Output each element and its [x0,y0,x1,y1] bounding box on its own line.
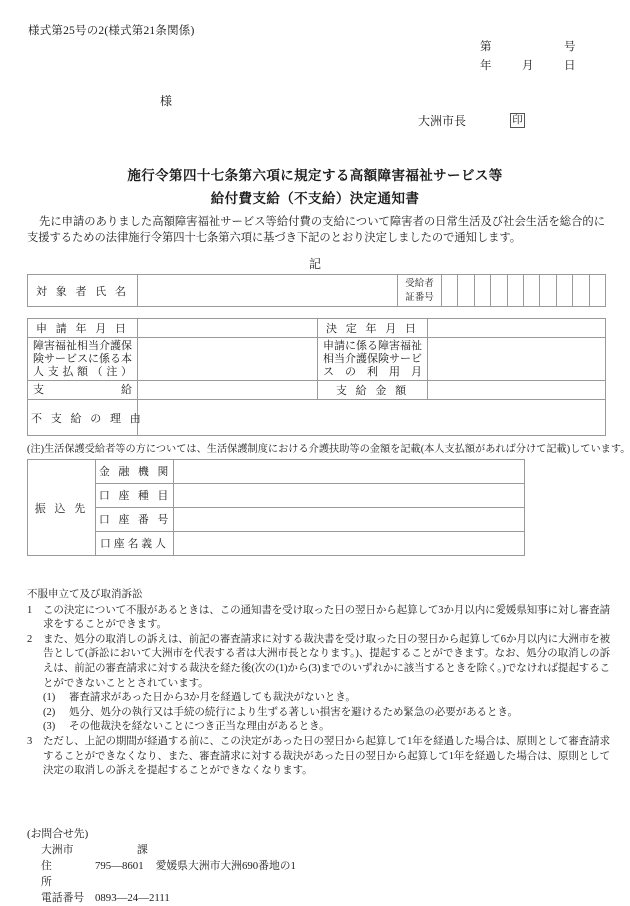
appeal-item-number: 3 [27,735,33,747]
date-month-label: 月 [522,60,534,72]
receipt-number-label [398,275,442,307]
table-row [28,381,606,400]
appeal-item-number: 1 [27,604,33,616]
document-number-block [480,38,610,76]
target-name-label: 対 象 者 氏 名 [28,275,138,307]
receipt-number-cell[interactable] [458,275,474,307]
contact-address-line [27,858,296,890]
non-payment-reason-label: 不 支 給 の 理 由 [28,400,138,436]
table-row [28,275,606,307]
application-date-value[interactable] [138,319,318,338]
document-number-blank [522,38,564,57]
contact-city: 大洲市 [41,844,74,856]
document-number-unit: 号 [564,41,576,53]
contact-section [27,826,296,906]
table-row [28,460,525,484]
appeal-sub-item-number: (2) [43,706,56,718]
non-payment-reason-value[interactable] [138,400,606,436]
account-type-value[interactable] [174,484,525,508]
contact-department-line [27,842,296,858]
addressee-suffix: 様 [160,94,173,108]
decision-detail-table [27,318,606,436]
contact-tel: 0893—24—2111 [95,892,170,904]
table-row [28,484,525,508]
receipt-number-cell[interactable] [507,275,523,307]
payment-value[interactable] [138,381,318,400]
appeal-sub-item-number: (3) [43,721,56,733]
receipt-number-label-line2: 証番号 [405,292,434,303]
receipt-number-cell[interactable] [442,275,458,307]
account-number-value[interactable] [174,508,525,532]
appeal-sub-item-text: 審査請求があった日から3か月を経過しても裁決がないとき。 [69,692,356,704]
date-day-label: 日 [564,60,576,72]
receipt-number-cell[interactable] [556,275,572,307]
appeal-item-text: また、処分の取消しの訴えは、前記の審査請求に対する裁決書を受け取った日の翌日から起算して6か月以内に大洲市を被告として(訴訟において大洲市を代表する者は大洲市長となります。)、提起することができます。なお、処分の取消しの訴えは、前記の審査請求に対する裁決を経た後(次の(1)から(3)までのいずれかに該当するときを除く。)でなければ提起することができないこととされています。 [43,633,610,689]
appeal-sub-item [27,691,610,706]
bank-transfer-label: 振 込 先 [28,460,96,556]
footnote: (注)生活保護受給者等の方については、生活保護制度における介護扶助等の金額を記載(本人支払額があれば分けて記載)しています。 [27,444,630,455]
table-row [28,508,525,532]
service-usage-month-value[interactable] [428,338,606,381]
appeal-heading: 不服申立て及び取消訴訟 [27,589,143,600]
account-number-label: 口 座 番 号 [96,508,174,532]
contact-heading: (お問合せ先) [27,828,89,840]
form-number: 様式第25号の2(様式第21条関係) [28,25,195,37]
contact-department: 課 [137,844,148,856]
table-row [28,400,606,436]
page-title-line2: 給付費支給（不支給）決定通知書 [210,191,420,206]
self-payment-value[interactable] [138,338,318,381]
document-number-row [480,38,610,57]
appeal-item-text: この決定について不服があるときは、この通知書を受け取った日の翌日から起算して3か月以内に愛媛県知事に対し審査請求をすることができます。 [43,604,610,631]
receipt-number-cell[interactable] [589,275,605,307]
page-title-line1: 施行令第四十七条第六項に規定する高額障害福祉サービス等 [127,168,503,183]
payment-amount-value[interactable] [428,381,606,400]
lead-paragraph: 先に申請のありました高額障害福祉サービス等給付費の支給について障害者の日常生活及び社会生活を総合的に支援するための法律施行令第四十七条第六項に基づき下記のとおり決定しましたので通知します。 [27,216,605,244]
financial-institution-value[interactable] [174,460,525,484]
receipt-number-cell[interactable] [540,275,556,307]
appeal-item [27,633,610,691]
payment-label: 支 給 [28,381,138,400]
appeal-item-text: ただし、上記の期間が経過する前に、この決定があった日の翌日から起算して1年を経過した場合は、原則として審査請求することができなくなり、また、審査請求に対する裁決があった日の翌日から起算して1年を経過した場合は、原則として決定の取消しの訴えを提起することができなくなります。 [43,735,610,777]
account-type-label: 口 座 種 目 [96,484,174,508]
date-year-label: 年 [480,60,492,72]
contact-tel-label: 電話番号 [41,892,85,904]
document-date-row [480,57,610,76]
receipt-number-cell[interactable] [523,275,539,307]
service-usage-month-label: 申請に係る障害福祉相当介護保険サービスの利用月 [318,338,428,381]
contact-tel-line [27,890,296,906]
contact-address-label: 住 所 [41,860,86,888]
receipt-number-cell[interactable] [474,275,490,307]
appeal-sub-item-number: (1) [43,692,56,704]
bank-transfer-table [27,459,525,556]
name-and-receipt-table [27,274,606,307]
contact-postal-code: 795—8601 [95,860,144,872]
payment-amount-label: 支 給 金 額 [318,381,428,400]
account-holder-value[interactable] [174,532,525,556]
appeal-sub-item-text: 処分、処分の執行又は手続の続行により生ずる著しい損害を避けるため緊急の必要があるとき。 [69,706,518,718]
appeal-sub-item [27,720,610,735]
page-title [0,164,630,210]
table-row [28,532,525,556]
ki-mark: 記 [308,257,321,271]
issuer-name: 大洲市長 [418,114,467,128]
issuer-block [418,112,525,129]
seal-icon: 印 [510,113,525,128]
table-row [28,319,606,338]
appeal-section [27,588,610,779]
self-payment-label: 障害福祉相当介護保険サービスに係る本人支払額（注） [28,338,138,381]
table-row [28,338,606,381]
appeal-sub-item-text: その他裁決を経ないことにつき正当な理由があるとき。 [69,721,330,733]
receipt-number-cell[interactable] [573,275,589,307]
appeal-item [27,604,610,633]
application-date-label: 申 請 年 月 日 [28,319,138,338]
target-name-value[interactable] [138,275,398,307]
appeal-item [27,735,610,779]
contact-address: 愛媛県大洲市大洲690番地の1 [155,860,296,872]
decision-date-label: 決 定 年 月 日 [318,319,428,338]
appeal-item-number: 2 [27,633,33,645]
receipt-number-cell[interactable] [491,275,507,307]
financial-institution-label: 金 融 機 関 [96,460,174,484]
decision-date-value[interactable] [428,319,606,338]
document-number-label: 第 [480,41,492,53]
account-holder-label: 口座名義人 [96,532,174,556]
appeal-sub-item [27,706,610,721]
receipt-number-label-line1: 受給者 [405,278,434,289]
